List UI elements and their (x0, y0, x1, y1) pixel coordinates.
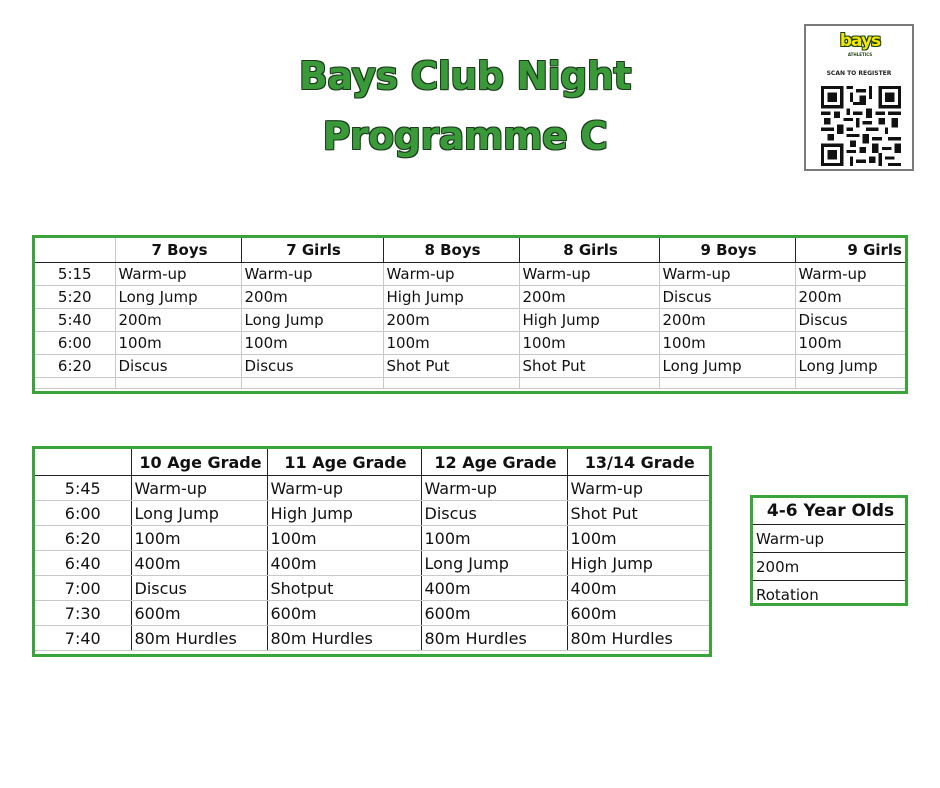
empty-cell (115, 378, 241, 389)
table-header-row (753, 498, 905, 525)
event-cell: 600m (567, 601, 709, 626)
schedule-table-4-6 (753, 498, 905, 606)
event-cell: Warm-up (241, 263, 383, 286)
schedule-table-age-grades (32, 446, 712, 657)
table-row (35, 286, 905, 309)
event-cell: Warm-up (567, 476, 709, 501)
column-header: 4-6 Year Olds (753, 498, 905, 525)
event-cell: Rotation (756, 585, 819, 604)
column-header: 9 Girls (795, 238, 905, 263)
bays-logo: bays (839, 31, 881, 51)
empty-cell (519, 378, 659, 389)
event-cell: 400m (567, 576, 709, 601)
event-cell: Discus (795, 309, 905, 332)
event-cell: 200m (383, 309, 519, 332)
time-cell: 6:00 (35, 501, 131, 526)
schedule-table-ages-7-9 (32, 235, 908, 394)
event-cell: Discus (131, 576, 267, 601)
column-header: 9 Boys (659, 238, 795, 263)
event-cell: Warm-up (131, 476, 267, 501)
event-cell: 100m (241, 332, 383, 355)
table-row (753, 581, 905, 607)
table-row (35, 476, 709, 501)
event-cell: Long Jump (115, 286, 241, 309)
event-cell: Long Jump (131, 501, 267, 526)
time-cell: 7:30 (35, 601, 131, 626)
event-cell: Shotput (267, 576, 421, 601)
table-row (35, 309, 905, 332)
column-header: 13/14 Grade (567, 449, 709, 476)
time-cell: 5:15 (35, 263, 115, 286)
table-row (753, 553, 905, 581)
event-cell: 600m (131, 601, 267, 626)
event-cell: 100m (383, 332, 519, 355)
event-cell: Warm-up (519, 263, 659, 286)
event-cell: Warm-up (383, 263, 519, 286)
event-cell: 80m Hurdles (567, 626, 709, 651)
register-qr-card[interactable] (804, 24, 914, 171)
empty-cell (795, 378, 905, 389)
table-row (35, 355, 905, 378)
event-cell: Warm-up (795, 263, 905, 286)
event-cell: 100m (115, 332, 241, 355)
table-row (35, 576, 709, 601)
event-cell: Discus (421, 501, 567, 526)
column-header: 7 Girls (241, 238, 383, 263)
column-header: 11 Age Grade (267, 449, 421, 476)
column-header (35, 449, 131, 476)
event-cell: Long Jump (659, 355, 795, 378)
table-header-row (35, 449, 709, 476)
event-cell: Warm-up (659, 263, 795, 286)
empty-cell (659, 378, 795, 389)
event-cell: 80m Hurdles (421, 626, 567, 651)
event-cell: Warm-up (115, 263, 241, 286)
event-cell: 200m (241, 286, 383, 309)
event-cell: Shot Put (519, 355, 659, 378)
event-cell: 400m (421, 576, 567, 601)
table-row (35, 626, 709, 651)
event-cell: High Jump (383, 286, 519, 309)
event-cell: 80m Hurdles (131, 626, 267, 651)
event-cell: 400m (267, 551, 421, 576)
event-cell: 100m (519, 332, 659, 355)
time-cell: 5:40 (35, 309, 115, 332)
bays-logo-subtext: ATHLETICS (847, 52, 873, 57)
table-row (35, 263, 905, 286)
column-header: 8 Girls (519, 238, 659, 263)
event-cell: 100m (659, 332, 795, 355)
event-cell: High Jump (267, 501, 421, 526)
table-row (35, 501, 709, 526)
time-cell: 6:20 (35, 355, 115, 378)
event-cell: 100m (131, 526, 267, 551)
event-cell: 600m (421, 601, 567, 626)
event-cell: Long Jump (795, 355, 905, 378)
event-cell: Discus (115, 355, 241, 378)
event-cell: High Jump (567, 551, 709, 576)
table-header-row (35, 238, 905, 263)
event-cell: 100m (795, 332, 905, 355)
event-cell: Discus (241, 355, 383, 378)
schedule-table-10-14 (35, 449, 709, 651)
time-cell: 6:00 (35, 332, 115, 355)
column-header: 8 Boys (383, 238, 519, 263)
event-cell: Long Jump (241, 309, 383, 332)
empty-cell (35, 378, 115, 389)
column-header: 7 Boys (115, 238, 241, 263)
event-cell: Warm-up (753, 525, 905, 553)
event-cell: 200m (753, 553, 905, 581)
event-cell: Shot Put (383, 355, 519, 378)
table-row (35, 526, 709, 551)
event-cell: High Jump (519, 309, 659, 332)
time-cell: 5:20 (35, 286, 115, 309)
event-cell: 100m (421, 526, 567, 551)
event-cell: Shot Put (567, 501, 709, 526)
table-row (35, 332, 905, 355)
time-cell: 7:40 (35, 626, 131, 651)
time-cell: 5:45 (35, 476, 131, 501)
event-cell: 200m (795, 286, 905, 309)
event-cell: Warm-up (267, 476, 421, 501)
empty-cell (241, 378, 383, 389)
event-cell: 400m (131, 551, 267, 576)
column-header (35, 238, 115, 263)
event-cell: Long Jump (421, 551, 567, 576)
page-title (230, 46, 700, 166)
table-row-empty (35, 378, 905, 389)
event-cell: 100m (567, 526, 709, 551)
schedule-table-4-6-year-olds (750, 495, 908, 606)
event-cell: Discus (659, 286, 795, 309)
event-cell: 200m (659, 309, 795, 332)
qr-caption: SCAN TO REGISTER (826, 70, 892, 77)
qr-code-icon[interactable] (821, 86, 901, 166)
empty-cell (383, 378, 519, 389)
column-header: 10 Age Grade (131, 449, 267, 476)
title-line-2: Programme C (322, 114, 608, 158)
column-header: 12 Age Grade (421, 449, 567, 476)
event-cell: 200m (115, 309, 241, 332)
event-cell: 80m Hurdles (267, 626, 421, 651)
event-cell: 100m (267, 526, 421, 551)
time-cell: 7:00 (35, 576, 131, 601)
event-cell: 600m (267, 601, 421, 626)
table-row (35, 551, 709, 576)
event-cell: Warm-up (421, 476, 567, 501)
event-cell: 200m (519, 286, 659, 309)
time-cell: 6:40 (35, 551, 131, 576)
title-line-1: Bays Club Night (298, 54, 632, 98)
time-cell: 6:20 (35, 526, 131, 551)
table-row (753, 525, 905, 553)
schedule-table-7-9 (35, 238, 905, 389)
table-row (35, 601, 709, 626)
